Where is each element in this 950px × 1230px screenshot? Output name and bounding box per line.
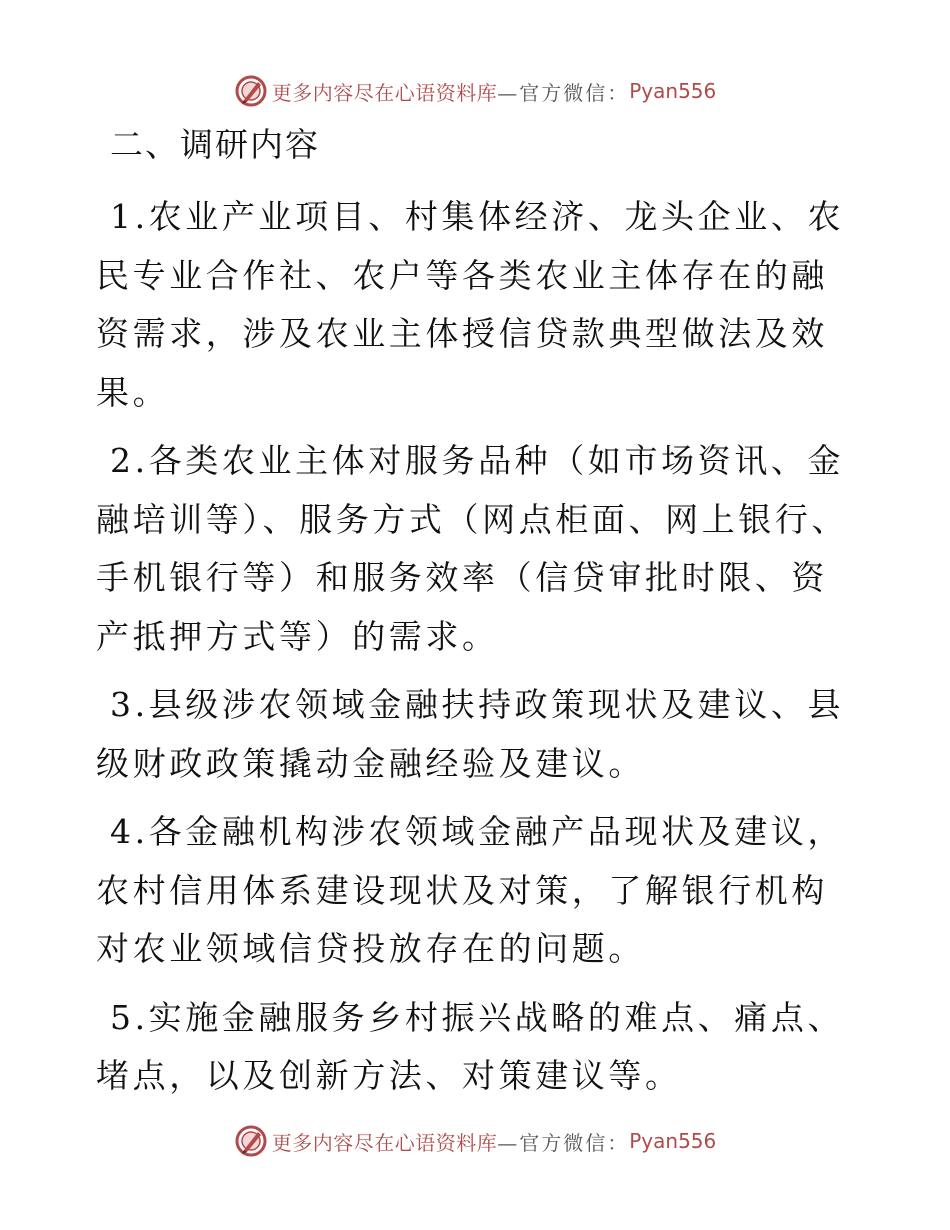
research-item-1: 1.农业产业项目、村集体经济、龙头企业、农民专业合作社、农户等各类农业主体存在的融资需求，涉及农业主体授信贷款典型做法及效果。 [96,197,845,412]
research-item-3: 3.县级涉农领域金融扶持政策现状及建议、县级财政政策撬动金融经验及建议。 [96,685,845,783]
section-heading: 二、调研内容 [110,125,320,164]
watermark-wechat-id: Pyan556 [629,1129,717,1153]
watermark-official-text: —官方微信： [497,1130,630,1155]
watermark-site-text: 更多内容尽在心语资料库 [271,1130,498,1155]
watermark-wechat-id: Pyan556 [629,79,717,103]
research-item-2: 2.各类农业主体对服务品种（如市场资讯、金融培训等）、服务方式（网点柜面、网上银行、手机银行等）和服务效率（信贷审批时限、资产抵押方式等）的需求。 [96,441,849,656]
document-body [96,124,856,1116]
pen-nib-logo-icon [234,74,268,108]
pen-nib-logo-icon [234,1124,268,1158]
header-watermark [0,71,950,111]
watermark-site-text: 更多内容尽在心语资料库 [271,80,498,105]
research-item-4: 4.各金融机构涉农领域金融产品现状及建议，农村信用体系建设现状及对策，了解银行机构对农业领域信贷投放存在的问题。 [96,812,845,968]
research-item-5: 5.实施金融服务乡村振兴战略的难点、痛点、堵点，以及创新方法、对策建议等。 [96,997,845,1095]
watermark-official-text: —官方微信： [497,80,630,105]
footer-watermark [0,1121,950,1161]
